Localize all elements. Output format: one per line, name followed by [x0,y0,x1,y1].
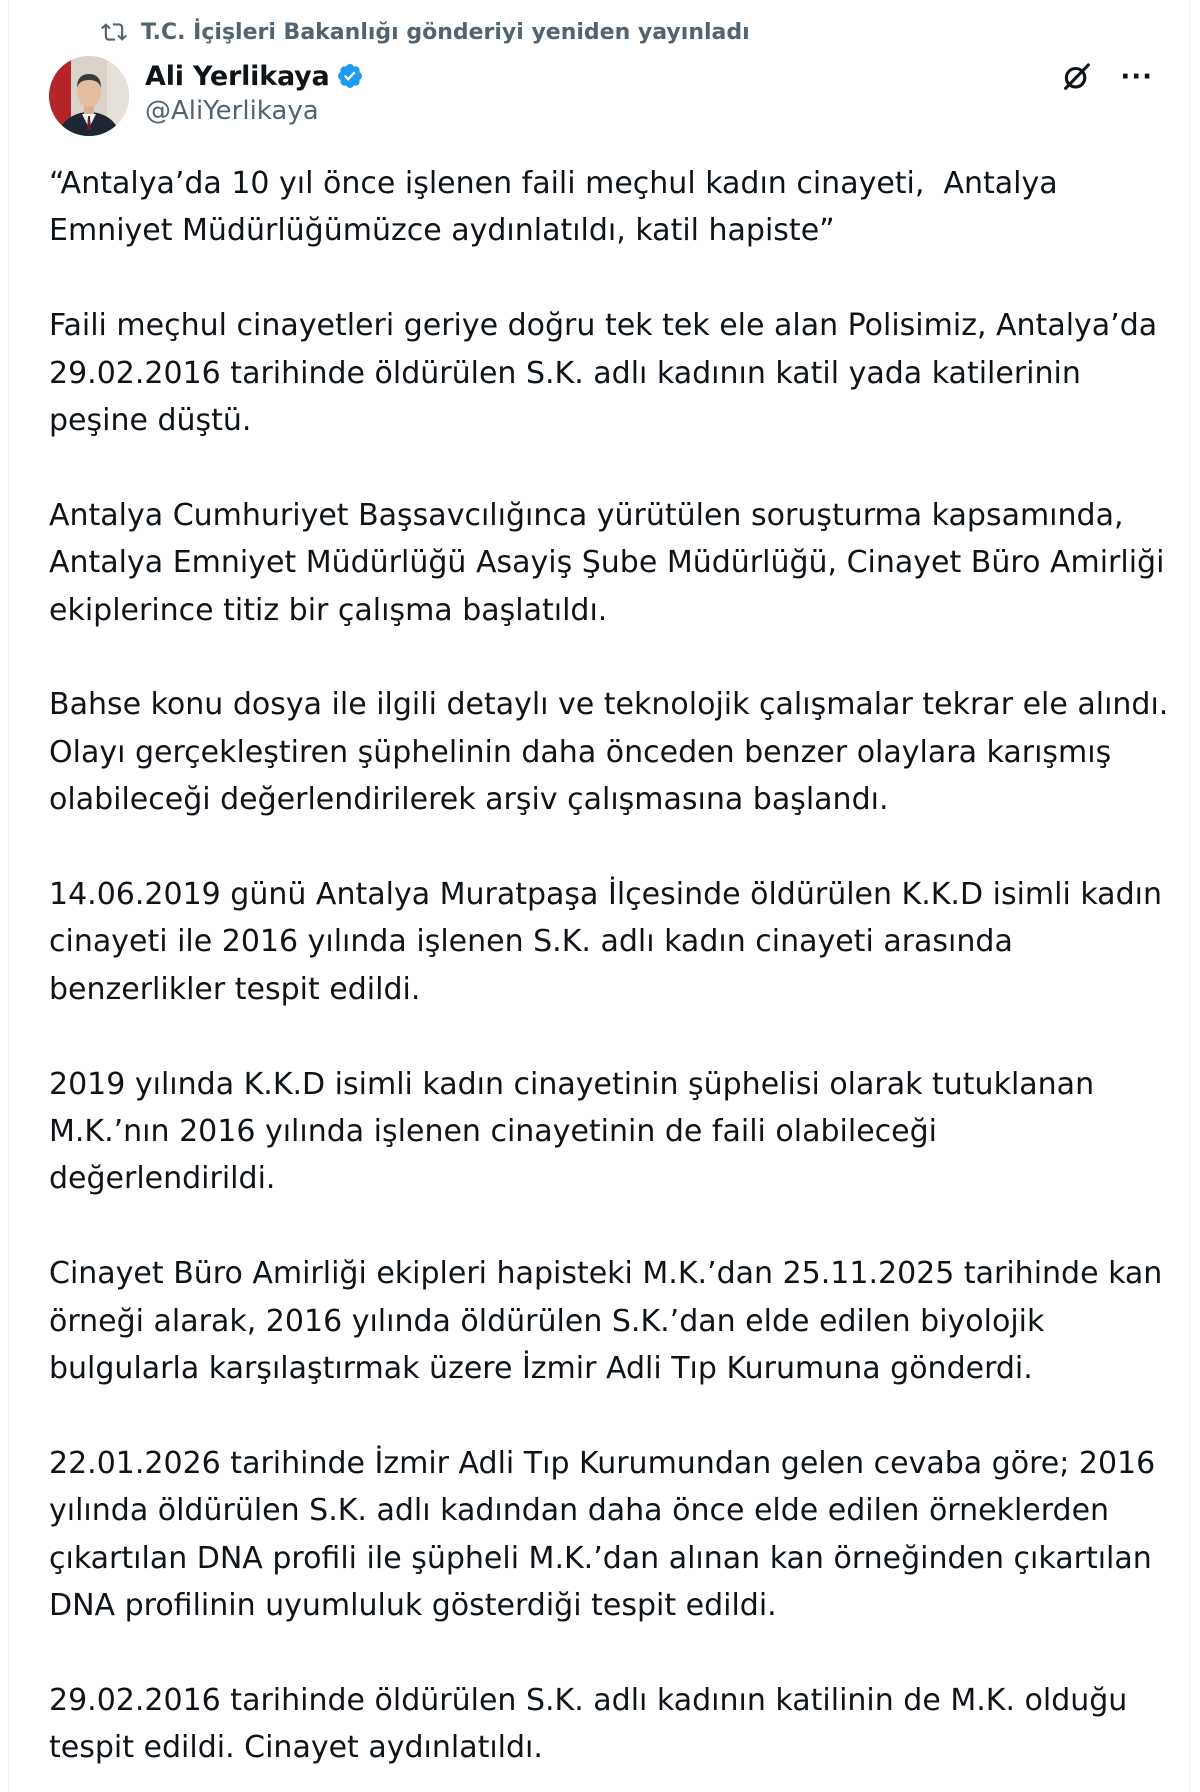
tweet-paragraph: Cinayet Büro Amirliği ekipleri hapisteki M.K.’dan 25.11.2025 tarihinde kan örneği alarak, 2016 yılında öldürülen S.K.’dan elde edilen biyolojik bulgularla karşılaştırmak üzere İzmir Adli Tıp Kurumuna gönderdi. [49,1256,1172,1387]
tweet-paragraph: 2019 yılında K.K.D isimli kadın cinayetinin şüphelisi olarak tutuklanan M.K.’nın 2016 yılında işlenen cinayetinin de faili olabileceği değerlendirildi. [49,1066,1104,1197]
repost-text: T.C. İçişleri Bakanlığı gönderiyi yeniden yayınladı [141,19,750,45]
author-handle[interactable]: @AliYerlikaya [145,96,319,126]
grok-icon[interactable] [1060,60,1094,94]
tweet-paragraph: 29.02.2016 tarihinde öldürülen S.K. adlı kadının katilinin de M.K. olduğu tespit edildi. Cinayet aydınlatıldı. [49,1682,1137,1766]
tweet-paragraph: Antalya Cumhuriyet Başsavcılığınca yürütülen soruşturma kapsamında, Antalya Emniyet Müdürlüğü Asayiş Şube Müdürlüğü, Cinayet Büro Amirliği ekiplerince titiz bir çalışma başlatıldı. [49,497,1174,628]
tweet-body [49,160,1178,1772]
verified-badge-icon[interactable] [336,62,364,90]
tweet-card [8,0,1190,1792]
author-name[interactable]: Ali Yerlikaya [145,60,330,92]
tweet-paragraph: Bahse konu dosya ile ilgili detaylı ve teknolojik çalışmalar tekrar ele alındı. Olayı gerçekleştiren şüphelinin daha önceden benzer olaylara karışmış olabileceği değerlendirilerek arşiv çalışmasına başlandı. [49,687,1178,818]
author-name-row [145,58,364,94]
tweet-paragraph: Faili meçhul cinayetleri geriye doğru tek tek ele alan Polisimiz, Antalya’da 29.02.2016 tarihinde öldürülen S.K. adlı kadının katil yada katilerinin peşine düştü. [49,308,1167,439]
avatar[interactable] [49,56,129,136]
repost-indicator[interactable] [101,14,750,50]
tweet-paragraph: “Antalya’da 10 yıl önce işlenen faili meçhul kadın cinayeti, Antalya Emniyet Müdürlüğümüzce aydınlatıldı, katil hapiste” [49,166,1068,249]
tweet-paragraph: 14.06.2019 günü Antalya Muratpaşa İlçesinde öldürülen K.K.D isimli kadın cinayeti ile 2016 yılında işlenen S.K. adlı kadın cinayeti arasında benzerlikler tespit edildi. [49,877,1172,1007]
more-options-icon[interactable]: ··· [1120,62,1153,92]
author-block [145,58,364,126]
repost-icon [101,19,127,45]
tweet-paragraph: 22.01.2026 tarihinde İzmir Adli Tıp Kurumundan gelen cevaba göre; 2016 yılında öldürülen S.K. adlı kadından daha önce elde edilen örneklerden çıkartılan DNA profili ile şüpheli M.K.’dan alınan kan örneğinden çıkartılan DNA profilinin uyumluluk gösterdiği tespit edildi. [49,1445,1165,1624]
tweet-actions-top [1060,60,1153,94]
